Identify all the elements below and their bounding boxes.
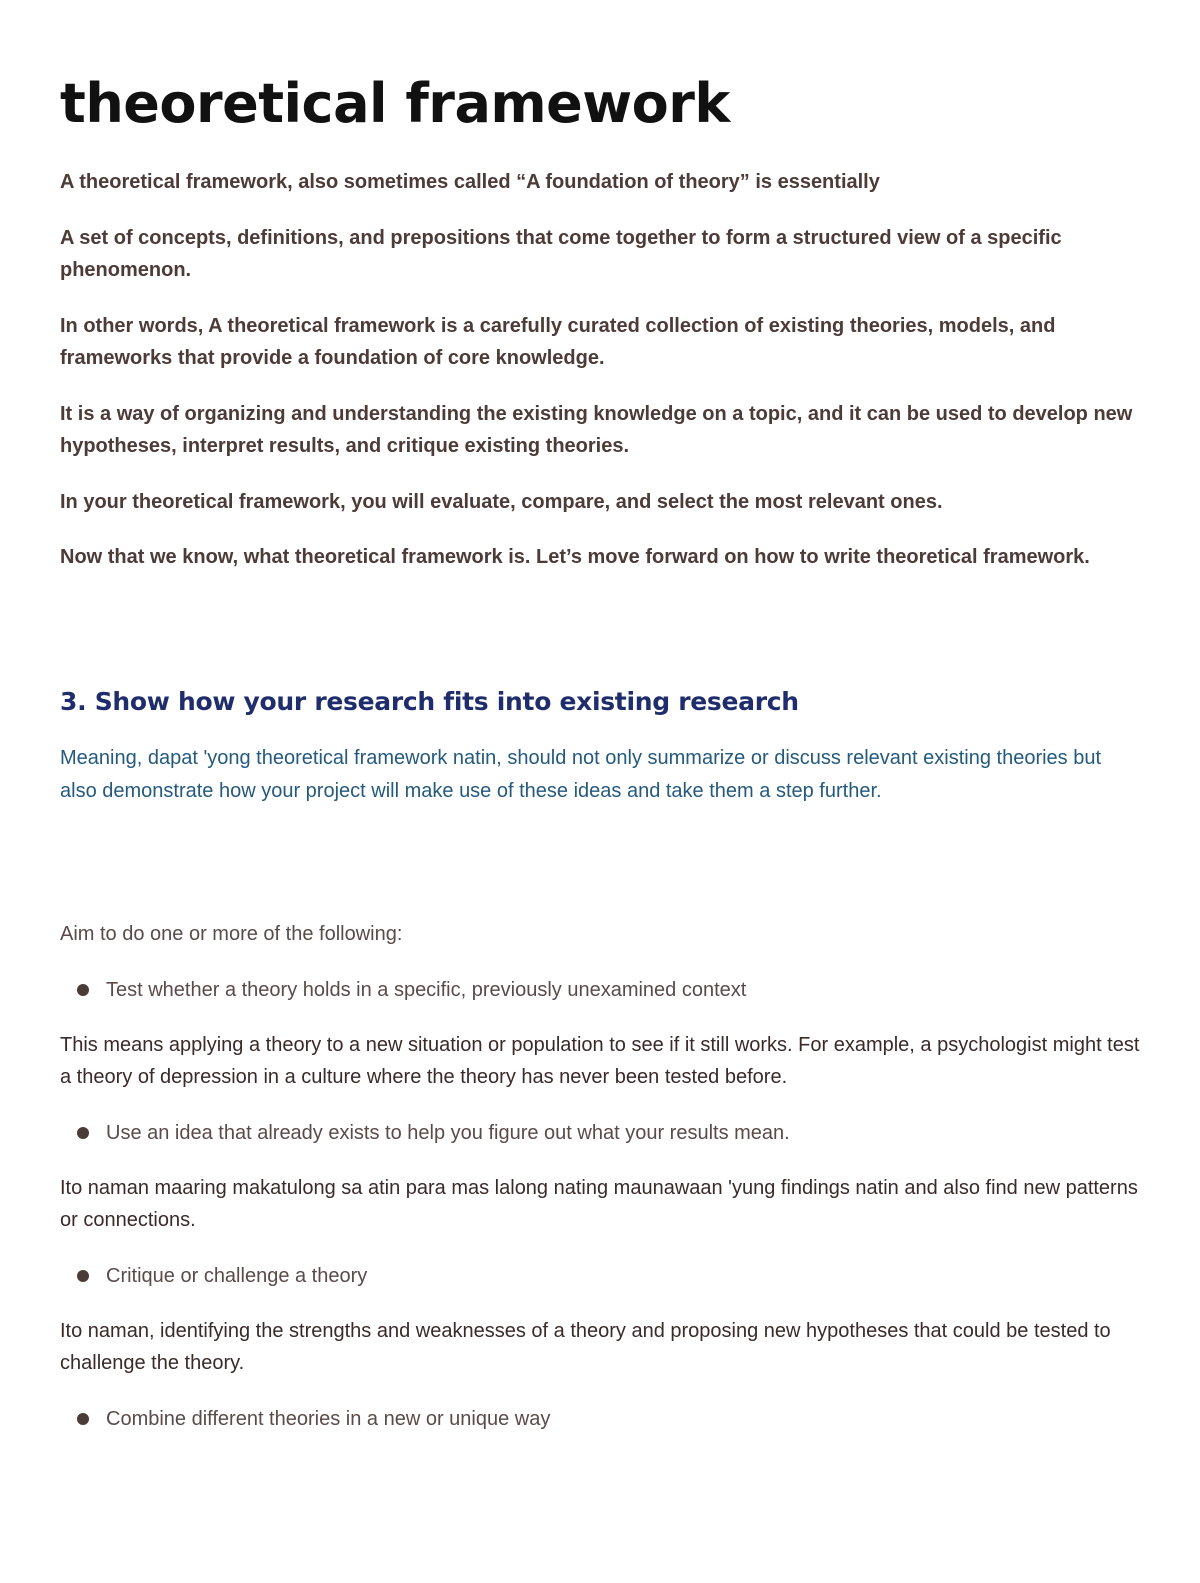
explanation-paragraph: Ito naman, identifying the strengths and weaknesses of a theory and proposing new hypotheses that could be tested to challenge the theory. (60, 1319, 1111, 1374)
list-item-text: Use an idea that already exists to help you figure out what your results mean. (106, 1121, 790, 1144)
intro-paragraph: A set of concepts, definitions, and prepositions that come together to form a structured view of a specific phenomenon. (60, 226, 1062, 281)
list-item-text: Combine different theories in a new or unique way (106, 1407, 551, 1430)
intro-paragraph: Now that we know, what theoretical framework is. Let’s move forward on how to write theoretical framework. (60, 546, 1090, 568)
list-item-text: Test whether a theory holds in a specific, previously unexamined context (106, 978, 747, 1001)
list-item (60, 974, 1140, 1006)
bullet-dot-icon (77, 984, 89, 996)
list-item (60, 1117, 1140, 1149)
intro-paragraph: It is a way of organizing and understanding the existing knowledge on a topic, and it can be used to develop new hypotheses, interpret results, and critique existing theories. (60, 402, 1133, 457)
explanation-paragraph: This means applying a theory to a new situation or population to see if it still works. For example, a psychologist might test a theory of depression in a culture where the theory has never been tested before. (60, 1033, 1140, 1088)
section-heading: 3. Show how your research fits into existing research (60, 687, 799, 716)
list-item (60, 1260, 1140, 1292)
bullet-dot-icon (77, 1270, 89, 1282)
list-item-text: Critique or challenge a theory (106, 1264, 368, 1287)
intro-paragraph: In your theoretical framework, you will evaluate, compare, and select the most relevant ones. (60, 490, 943, 513)
meaning-paragraph: Meaning, dapat 'yong theoretical framework natin, should not only summarize or discuss relevant existing theories but also demonstrate how your project will make use of these ideas and take them a step further. (60, 747, 1102, 802)
list-item (60, 1403, 1140, 1435)
bullet-dot-icon (77, 1413, 89, 1425)
bullet-dot-icon (77, 1127, 89, 1139)
intro-paragraph: In other words, A theoretical framework is a carefully curated collection of existing theories, models, and frameworks that provide a foundation of core knowledge. (60, 314, 1056, 369)
intro-section (60, 166, 1140, 597)
page-title: theoretical framework (60, 72, 730, 135)
explanation-paragraph: Ito naman maaring makatulong sa atin para mas lalong nating maunawaan 'yung findings natin and also find new patterns or connections. (60, 1176, 1138, 1231)
aim-section (60, 918, 1140, 1458)
aim-text: Aim to do one or more of the following: (60, 923, 403, 945)
intro-paragraph: A theoretical framework, also sometimes called “A foundation of theory” is essentially (60, 171, 880, 193)
